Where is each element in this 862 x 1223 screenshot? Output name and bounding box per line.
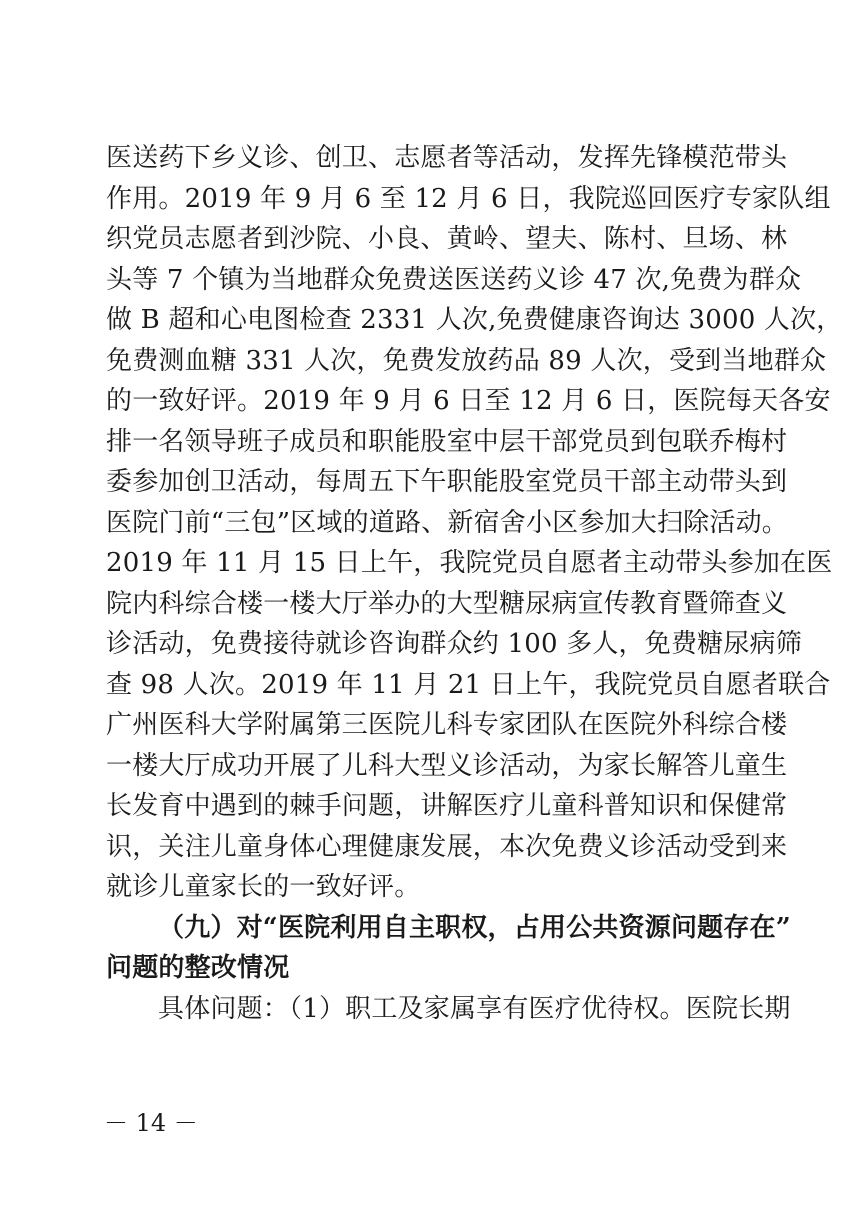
text-line: 的一致好评。2019 年 9 月 6 日至 12 月 6 日，医院每天各安 (106, 386, 831, 416)
text-line: 医院门前“三包”区域的道路、新宿舍小区参加大扫除活动。 (106, 507, 788, 538)
text-line: 排一名领导班子成员和职能股室中层干部党员到包联乔梅村 (106, 426, 788, 457)
text-line: 做 B 超和心电图检查 2331 人次,免费健康咨询达 3000 人次， (106, 305, 843, 335)
text-line: 长发育中遇到的棘手问题，讲解医疗儿童科普知识和保健常 (106, 791, 788, 821)
text-line: 2019 年 11 月 15 日上午，我院党员自愿者主动带头参加在医 (106, 548, 833, 578)
page-number: － 14 － (104, 1109, 198, 1137)
text-line: 诊活动，免费接待就诊咨询群众约 100 多人，免费糖尿病筛 (106, 629, 802, 659)
text-line: 识，关注儿童身体心理健康发展，本次免费义诊活动受到来 (106, 831, 788, 862)
text-line: 查 98 人次。2019 年 11 月 21 日上午，我院党员自愿者联合 (106, 669, 831, 700)
text-line: 具体问题：（1）职工及家属享有医疗优待权。医院长期 (158, 993, 791, 1024)
section-heading: 问题的整改情况 (106, 953, 290, 983)
text-line: 委参加创卫活动，每周五下午职能股室党员干部主动带头到 (106, 467, 788, 497)
text-line: 广州医科大学附属第三医院儿科专家团队在医院外科综合楼 (106, 710, 788, 740)
text-line: 就诊儿童家长的一致好评。 (106, 872, 421, 902)
text-line: 头等 7 个镇为当地群众免费送医送药义诊 47 次,免费为群众 (106, 264, 802, 295)
text-line: 作用。2019 年 9 月 6 至 12 月 6 日，我院巡回医疗专家队组 (106, 183, 831, 214)
text-line: 医送药下乡义诊、创卫、志愿者等活动，发挥先锋模范带头 (106, 143, 788, 173)
section-heading: （九）对“医院利用自主职权，占用公共资源问题存在” (158, 912, 791, 943)
text-line: 织党员志愿者到沙院、小良、黄岭、望夫、陈村、旦场、林 (106, 224, 788, 254)
document-body (106, 138, 843, 1029)
text-line: 一楼大厅成功开展了儿科大型义诊活动，为家长解答儿童生 (106, 750, 788, 781)
text-line: 免费测血糖 331 人次，免费发放药品 89 人次，受到当地群众 (106, 345, 827, 376)
text-line: 院内科综合楼一楼大厅举办的大型糖尿病宣传教育暨筛查义 (106, 588, 788, 619)
